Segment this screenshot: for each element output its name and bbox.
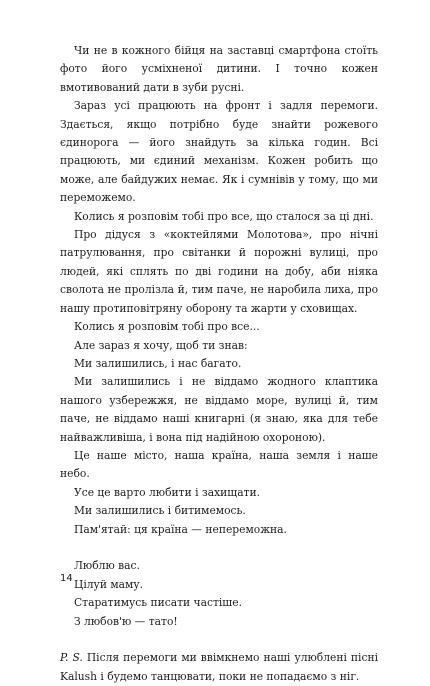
postscript	[60, 649, 378, 686]
paragraph: Про дідуся з «коктейлями Молотова», про нічні патрулювання, про світанки й порожні вулиці, про людей, які сплять по дві години на добу, аби ніяка сволота не пролізла й, тим паче, не наробила лиха, про нашу протиповітряну оборону та жарти у сховищах.	[60, 228, 378, 315]
postscript-text: Після перемоги ми ввімкнемо наші улюблені пісні Kalush і будемо танцювати, поки не попадаємо з ніг.	[60, 651, 378, 683]
paragraph: Ми залишились, і нас багато.	[74, 356, 242, 370]
paragraph: Ми залишились і не віддамо жодного клаптика нашого узбережжя, не віддамо море, вулиці й, тим паче, не віддамо наші книгарні (я знаю, яка для тебе найважливіша, і вона під надійною охороною).	[60, 375, 378, 444]
paragraph: Чи не в кожного бійця на заставці смартфона стоїть фото його усміхненої дитини. І точно кожен вмотивований дати в зуби русні.	[60, 44, 378, 94]
paragraph: Ми залишились і битимемось.	[74, 504, 246, 518]
closing-line: Старатимусь писати частіше.	[74, 596, 242, 610]
paragraph: Але зараз я хочу, щоб ти знав:	[74, 338, 248, 352]
closing-line: Люблю вас.	[74, 559, 140, 573]
paragraph: Колись я розповім тобі про все, що сталося за ці дні.	[74, 209, 374, 223]
paragraph: Пам'ятай: ця країна — непереможна.	[74, 522, 287, 536]
closing-line: Цілуй маму.	[74, 577, 144, 591]
paragraph: Усе це варто любити і захищати.	[74, 485, 260, 499]
signature-line: З любов'ю — тато!	[74, 614, 178, 628]
paragraph: Зараз усі працюють на фронт і задля перемоги. Здається, якщо потрібно буде знайти рожевого єдинорога — його знайдуть за кілька годин. Всі працюють, ми єдиний механізм. Кожен робить що може, але байдужих немає. Як і сумнівів у тому, що ми переможемо.	[60, 99, 378, 205]
body-text	[60, 42, 378, 686]
postscript-label: P. S.	[60, 651, 83, 665]
page-number: 14	[60, 573, 73, 584]
paragraph: Це наше місто, наша країна, наша земля і наше небо.	[60, 448, 378, 481]
paragraph: Колись я розповім тобі про все...	[74, 320, 260, 334]
